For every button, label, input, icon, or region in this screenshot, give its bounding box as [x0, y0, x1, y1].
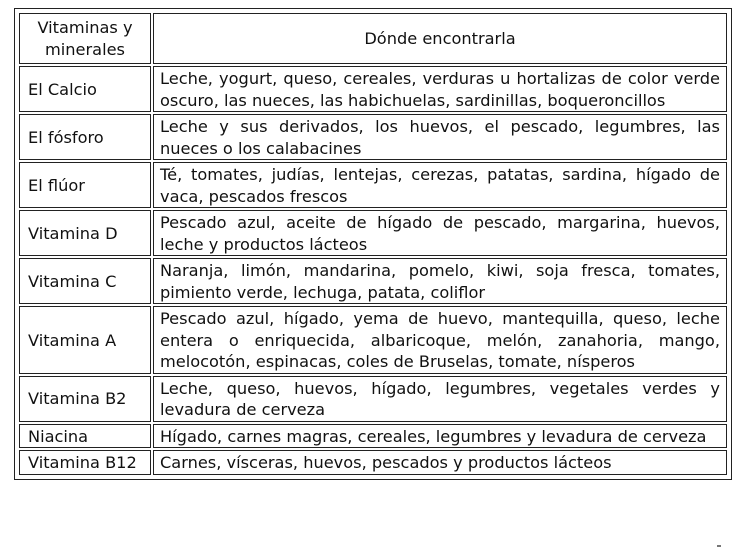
- table-row: [19, 450, 727, 475]
- row-calcium-source: Leche, yogurt, queso, cereales, verduras u hortalizas de color verde oscuro, las nueces, las habichuelas, sardinillas, boqueroncillos: [153, 66, 727, 112]
- table-row: [19, 114, 727, 160]
- row-vitamin-d-source: Pescado azul, aceite de hígado de pescado, margarina, huevos, leche y productos lácteos: [153, 210, 727, 256]
- row-vitamin-b12-source: Carnes, vísceras, huevos, pescados y productos lácteos: [153, 450, 727, 475]
- header-source: Dónde encontrarla: [153, 13, 727, 64]
- row-vitamin-a-nutrient: Vitamina A: [19, 306, 151, 374]
- row-vitamin-b2-nutrient: Vitamina B2: [19, 376, 151, 422]
- row-vitamin-b2-source: Leche, queso, huevos, hígado, legumbres, vegetales verdes y levadura de cerveza: [153, 376, 727, 422]
- table-row: [19, 210, 727, 256]
- header-nutrient-line1: Vitaminas y: [37, 18, 133, 37]
- row-phosphorus-source: Leche y sus derivados, los huevos, el pescado, legumbres, las nueces o los calabacines: [153, 114, 727, 160]
- row-fluoride-nutrient: El flúor: [19, 162, 151, 208]
- table-row: [19, 258, 727, 304]
- table-row: [19, 376, 727, 422]
- nutrient-source-table: [17, 11, 729, 477]
- row-vitamin-b12-nutrient: Vitamina B12: [19, 450, 151, 475]
- page-corner-mark: [717, 545, 721, 547]
- header-nutrient: [19, 13, 151, 64]
- nutrient-table-frame: [14, 8, 732, 480]
- row-vitamin-a-source: Pescado azul, hígado, yema de huevo, mantequilla, queso, leche entera o enriquecida, albaricoque, melón, zanahoria, mango, melocotón, espinacas, coles de Bruselas, tomate, nísperos: [153, 306, 727, 374]
- table-header-row: [19, 13, 727, 64]
- table-row: [19, 424, 727, 449]
- table-row: [19, 306, 727, 374]
- row-niacin-source: Hígado, carnes magras, cereales, legumbres y levadura de cerveza: [153, 424, 727, 449]
- row-phosphorus-nutrient: El fósforo: [19, 114, 151, 160]
- table-row: [19, 66, 727, 112]
- row-calcium-nutrient: El Calcio: [19, 66, 151, 112]
- table-row: [19, 162, 727, 208]
- row-vitamin-c-source: Naranja, limón, mandarina, pomelo, kiwi, soja fresca, tomates, pimiento verde, lechuga, patata, coliflor: [153, 258, 727, 304]
- header-nutrient-line2: minerales: [45, 39, 125, 59]
- row-vitamin-c-nutrient: Vitamina C: [19, 258, 151, 304]
- row-niacin-nutrient: Niacina: [19, 424, 151, 449]
- row-fluoride-source: Té, tomates, judías, lentejas, cerezas, patatas, sardina, hígado de vaca, pescados frescos: [153, 162, 727, 208]
- row-vitamin-d-nutrient: Vitamina D: [19, 210, 151, 256]
